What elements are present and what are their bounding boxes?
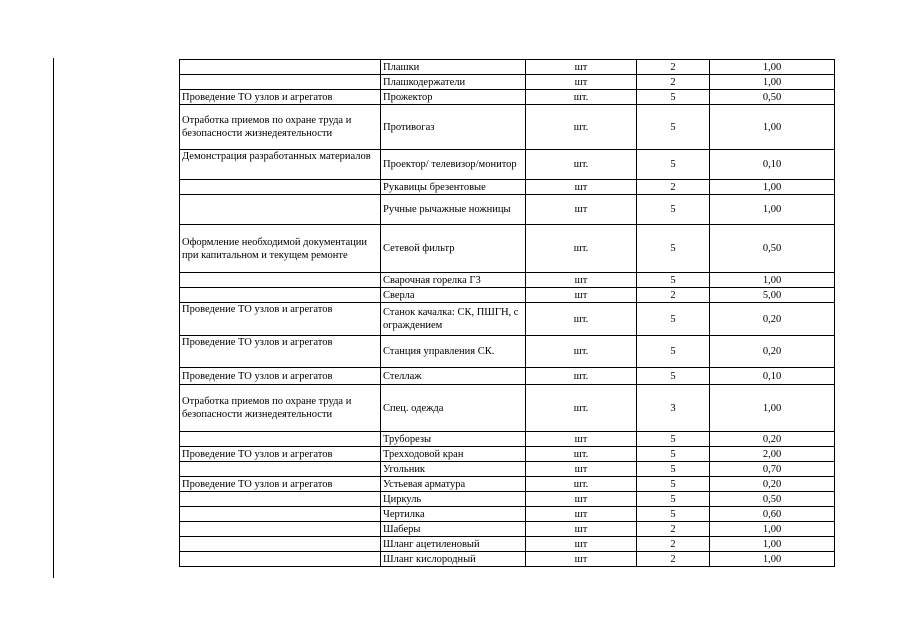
norm-cell: 1,00 xyxy=(710,522,835,537)
purpose-cell xyxy=(180,180,381,195)
norm-cell: 0,70 xyxy=(710,462,835,477)
purpose-cell: Отработка приемов по охране труда и безопасности жизнедеятельности xyxy=(180,385,381,432)
table-row xyxy=(180,60,835,75)
item-name-cell: Угольник xyxy=(381,462,526,477)
norm-cell: 0,50 xyxy=(710,225,835,273)
item-name-cell: Сверла xyxy=(381,288,526,303)
norm-cell: 0,50 xyxy=(710,90,835,105)
norm-cell: 0,50 xyxy=(710,492,835,507)
unit-cell: шт. xyxy=(526,150,637,180)
table-row xyxy=(180,432,835,447)
table-row xyxy=(180,368,835,385)
item-name-cell: Плашкодержатели xyxy=(381,75,526,90)
quantity-cell: 5 xyxy=(637,150,710,180)
purpose-cell xyxy=(180,432,381,447)
quantity-cell: 5 xyxy=(637,225,710,273)
quantity-cell: 5 xyxy=(637,492,710,507)
norm-cell: 1,00 xyxy=(710,385,835,432)
page-margin-line xyxy=(53,58,54,578)
unit-cell: шт xyxy=(526,180,637,195)
unit-cell: шт. xyxy=(526,336,637,368)
quantity-cell: 2 xyxy=(637,552,710,567)
equipment-table xyxy=(179,59,835,567)
table-row xyxy=(180,75,835,90)
item-name-cell: Стеллаж xyxy=(381,368,526,385)
quantity-cell: 5 xyxy=(637,105,710,150)
table-row xyxy=(180,385,835,432)
norm-cell: 1,00 xyxy=(710,105,835,150)
norm-cell: 0,20 xyxy=(710,477,835,492)
item-name-cell: Сетевой фильтр xyxy=(381,225,526,273)
unit-cell: шт xyxy=(526,195,637,225)
norm-cell: 5,00 xyxy=(710,288,835,303)
table-row xyxy=(180,552,835,567)
purpose-cell: Проведение ТО узлов и агрегатов xyxy=(180,447,381,462)
unit-cell: шт xyxy=(526,507,637,522)
item-name-cell: Станция управления СК. xyxy=(381,336,526,368)
purpose-cell xyxy=(180,75,381,90)
purpose-cell: Оформление необходимой документации при капитальном и текущем ремонте xyxy=(180,225,381,273)
unit-cell: шт xyxy=(526,462,637,477)
unit-cell: шт xyxy=(526,522,637,537)
purpose-cell xyxy=(180,462,381,477)
item-name-cell: Спец. одежда xyxy=(381,385,526,432)
purpose-cell xyxy=(180,537,381,552)
item-name-cell: Шланг ацетиленовый xyxy=(381,537,526,552)
quantity-cell: 2 xyxy=(637,537,710,552)
purpose-cell: Проведение ТО узлов и агрегатов xyxy=(180,90,381,105)
table-row xyxy=(180,195,835,225)
item-name-cell: Шланг кислородный xyxy=(381,552,526,567)
purpose-cell xyxy=(180,552,381,567)
quantity-cell: 2 xyxy=(637,522,710,537)
unit-cell: шт. xyxy=(526,368,637,385)
item-name-cell: Рукавицы брезентовые xyxy=(381,180,526,195)
unit-cell: шт. xyxy=(526,303,637,336)
quantity-cell: 5 xyxy=(637,303,710,336)
purpose-cell xyxy=(180,60,381,75)
quantity-cell: 3 xyxy=(637,385,710,432)
purpose-cell: Проведение ТО узлов и агрегатов xyxy=(180,368,381,385)
quantity-cell: 2 xyxy=(637,75,710,90)
purpose-cell xyxy=(180,522,381,537)
unit-cell: шт xyxy=(526,552,637,567)
unit-cell: шт xyxy=(526,492,637,507)
norm-cell: 0,10 xyxy=(710,150,835,180)
table-row xyxy=(180,477,835,492)
unit-cell: шт xyxy=(526,537,637,552)
norm-cell: 2,00 xyxy=(710,447,835,462)
quantity-cell: 5 xyxy=(637,477,710,492)
item-name-cell: Прожектор xyxy=(381,90,526,105)
norm-cell: 1,00 xyxy=(710,552,835,567)
item-name-cell: Трехходовой кран xyxy=(381,447,526,462)
quantity-cell: 5 xyxy=(637,447,710,462)
norm-cell: 1,00 xyxy=(710,60,835,75)
table-row xyxy=(180,273,835,288)
purpose-cell xyxy=(180,195,381,225)
item-name-cell: Циркуль xyxy=(381,492,526,507)
item-name-cell: Ручные рычажные ножницы xyxy=(381,195,526,225)
quantity-cell: 2 xyxy=(637,60,710,75)
table-row xyxy=(180,462,835,477)
purpose-cell xyxy=(180,507,381,522)
table-row xyxy=(180,288,835,303)
purpose-cell xyxy=(180,288,381,303)
item-name-cell: Противогаз xyxy=(381,105,526,150)
table-row xyxy=(180,303,835,336)
unit-cell: шт. xyxy=(526,90,637,105)
table-row xyxy=(180,180,835,195)
purpose-cell: Проведение ТО узлов и агрегатов xyxy=(180,303,381,336)
purpose-cell xyxy=(180,492,381,507)
quantity-cell: 2 xyxy=(637,288,710,303)
unit-cell: шт. xyxy=(526,477,637,492)
table-row xyxy=(180,537,835,552)
unit-cell: шт xyxy=(526,432,637,447)
norm-cell: 1,00 xyxy=(710,180,835,195)
unit-cell: шт xyxy=(526,288,637,303)
unit-cell: шт xyxy=(526,60,637,75)
item-name-cell: Плашки xyxy=(381,60,526,75)
table-row xyxy=(180,507,835,522)
norm-cell: 0,60 xyxy=(710,507,835,522)
quantity-cell: 5 xyxy=(637,462,710,477)
norm-cell: 1,00 xyxy=(710,273,835,288)
quantity-cell: 5 xyxy=(637,336,710,368)
norm-cell: 0,20 xyxy=(710,432,835,447)
unit-cell: шт xyxy=(526,75,637,90)
norm-cell: 0,20 xyxy=(710,336,835,368)
unit-cell: шт. xyxy=(526,447,637,462)
norm-cell: 1,00 xyxy=(710,75,835,90)
quantity-cell: 5 xyxy=(637,507,710,522)
purpose-cell: Проведение ТО узлов и агрегатов xyxy=(180,336,381,368)
table-row xyxy=(180,336,835,368)
purpose-cell: Отработка приемов по охране труда и безопасности жизнедеятельности xyxy=(180,105,381,150)
table-row xyxy=(180,150,835,180)
quantity-cell: 5 xyxy=(637,368,710,385)
item-name-cell: Труборезы xyxy=(381,432,526,447)
item-name-cell: Сварочная горелка Г3 xyxy=(381,273,526,288)
quantity-cell: 5 xyxy=(637,273,710,288)
table-row xyxy=(180,225,835,273)
unit-cell: шт. xyxy=(526,385,637,432)
item-name-cell: Устьевая арматура xyxy=(381,477,526,492)
quantity-cell: 2 xyxy=(637,180,710,195)
quantity-cell: 5 xyxy=(637,90,710,105)
norm-cell: 0,20 xyxy=(710,303,835,336)
item-name-cell: Шаберы xyxy=(381,522,526,537)
unit-cell: шт. xyxy=(526,105,637,150)
table-row xyxy=(180,522,835,537)
item-name-cell: Проектор/ телевизор/монитор xyxy=(381,150,526,180)
purpose-cell: Проведение ТО узлов и агрегатов xyxy=(180,477,381,492)
purpose-cell: Демонстрация разработанных материалов xyxy=(180,150,381,180)
item-name-cell: Станок качалка: СК, ПШГН, с ограждением xyxy=(381,303,526,336)
unit-cell: шт. xyxy=(526,225,637,273)
table-row xyxy=(180,90,835,105)
quantity-cell: 5 xyxy=(637,195,710,225)
table-row xyxy=(180,105,835,150)
purpose-cell xyxy=(180,273,381,288)
quantity-cell: 5 xyxy=(637,432,710,447)
norm-cell: 1,00 xyxy=(710,537,835,552)
table-row xyxy=(180,492,835,507)
table-row xyxy=(180,447,835,462)
item-name-cell: Чертилка xyxy=(381,507,526,522)
norm-cell: 1,00 xyxy=(710,195,835,225)
norm-cell: 0,10 xyxy=(710,368,835,385)
unit-cell: шт xyxy=(526,273,637,288)
